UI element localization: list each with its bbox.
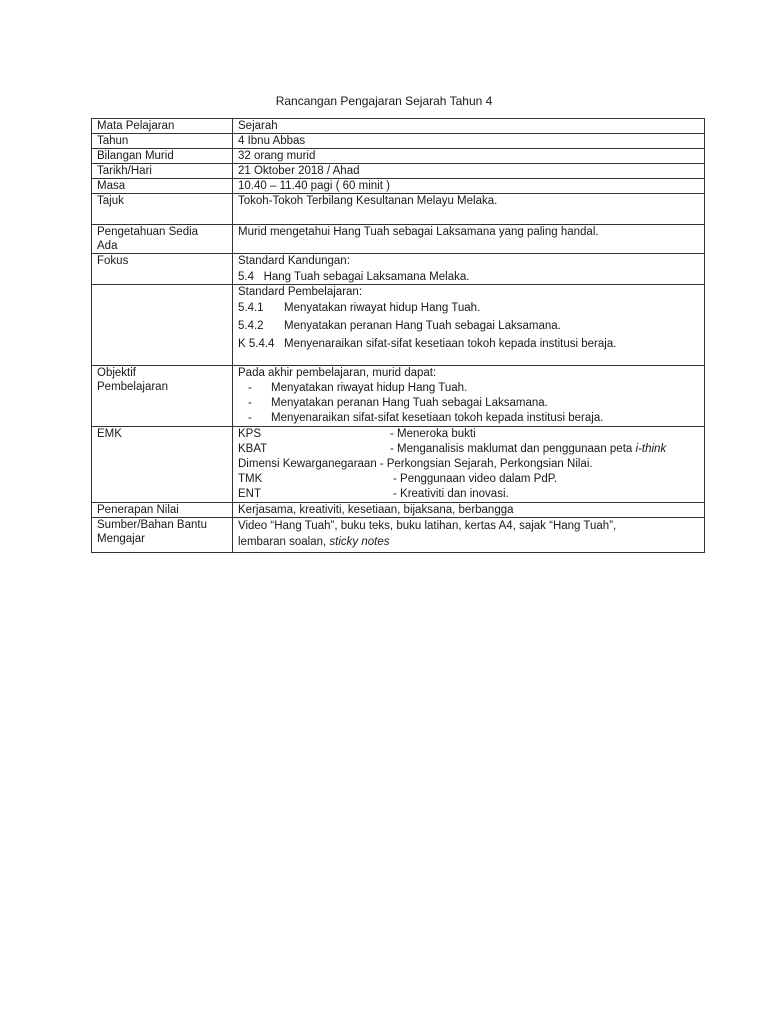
value-sumber [233,518,705,553]
row-tahun [92,134,705,149]
standard-item-number: 5.4.2 [238,320,264,332]
lesson-plan-table [91,118,705,553]
row-tajuk [92,194,705,225]
row-fokus-kandungan [92,254,705,285]
objektif-item: - Menyenaraikan sifat-sifat kesetiaan tokoh kepada institusi beraja. [238,411,699,426]
emk-key: Dimensi Kewarganegaraan [238,458,377,470]
label-pengetahuan-line1: Pengetahuan Sedia [97,226,199,238]
row-sumber [92,518,705,553]
emk-value: - Penggunaan video dalam PdP. [393,473,558,485]
standard-item [238,299,699,317]
row-masa [92,179,705,194]
label-mata-pelajaran: Mata Pelajaran [92,119,233,134]
label-tarikh-hari: Tarikh/Hari [92,164,233,179]
standard-item-text: Menyenaraikan sifat-sifat kesetiaan tokoh kepada institusi beraja. [284,338,617,350]
label-masa: Masa [92,179,233,194]
row-pengetahuan [92,225,705,254]
label-tahun: Tahun [92,134,233,149]
row-emk [92,427,705,503]
value-masa: 10.40 – 11.40 pagi ( 60 minit ) [233,179,705,194]
emk-key: TMK [238,473,263,485]
label-emk: EMK [92,427,233,503]
document-title: Rancangan Pengajaran Sejarah Tahun 4 [275,94,493,108]
standard-item-number: K 5.4.4 [238,338,275,350]
emk-row [238,472,699,487]
label-objektif-line1: Objektif [97,367,136,379]
objektif-list [238,381,699,426]
emk-key: KBAT [238,443,268,455]
label-bilangan-murid: Bilangan Murid [92,149,233,164]
standard-item-number: 5.4.1 [238,302,264,314]
emk-value-text: - Menganalisis maklumat dan penggunaan peta [390,443,636,455]
emk-key: ENT [238,488,261,500]
value-objektif [233,366,705,427]
label-sumber-line1: Sumber/Bahan Bantu [97,519,207,531]
label-nilai: Penerapan Nilai [92,503,233,518]
value-nilai: Kerjasama, kreativiti, kesetiaan, bijaksana, berbangga [233,503,705,518]
label-tajuk: Tajuk [92,194,233,225]
label-pengetahuan [92,225,233,254]
value-fokus-pembelajaran [233,285,705,366]
standard-item-text: Menyatakan riwayat hidup Hang Tuah. [284,302,481,314]
row-fokus-pembelajaran [92,285,705,366]
objektif-item: - Menyatakan riwayat hidup Hang Tuah. [238,381,699,396]
row-tarikh-hari [92,164,705,179]
label-fokus-empty [92,285,233,366]
label-fokus: Fokus [92,254,233,285]
standard-item [238,317,699,335]
value-emk [233,427,705,503]
label-objektif-line2: Pembelajaran [97,381,168,393]
standard-kandungan-heading: Standard Kandungan: [238,255,350,267]
value-fokus-kandungan [233,254,705,285]
row-bilangan-murid [92,149,705,164]
label-objektif [92,366,233,427]
value-bilangan-murid: 32 orang murid [233,149,705,164]
sumber-line1: Video “Hang Tuah”, buku teks, buku latihan, kertas A4, sajak “Hang Tuah”, [238,520,617,532]
sumber-line2-text: lembaran soalan, [238,536,330,548]
emk-row [238,457,699,472]
standard-item [238,335,699,353]
value-tajuk: Tokoh-Tokoh Terbilang Kesultanan Melayu Melaka. [233,194,705,225]
emk-value: - Meneroka bukti [390,428,476,440]
value-pengetahuan: Murid mengetahui Hang Tuah sebagai Laksamana yang paling handal. [233,225,705,254]
emk-row [238,487,699,502]
sumber-line2 [238,534,699,550]
label-pengetahuan-line2: Ada [97,240,118,252]
label-sumber-line2: Mengajar [97,533,145,545]
label-sumber [92,518,233,553]
emk-value-italic: i-think [635,443,667,455]
value-mata-pelajaran: Sejarah [233,119,705,134]
standard-kandungan-item: 5.4 Hang Tuah sebagai Laksamana Melaka. [238,271,470,283]
value-tarikh-hari: 21 Oktober 2018 / Ahad [233,164,705,179]
row-nilai [92,503,705,518]
emk-row [238,427,699,442]
objektif-item: - Menyatakan peranan Hang Tuah sebagai Laksamana. [238,396,699,411]
standard-item-text: Menyatakan peranan Hang Tuah sebagai Laksamana. [284,320,561,332]
row-mata-pelajaran [92,119,705,134]
standard-pembelajaran-heading: Standard Pembelajaran: [238,286,363,298]
emk-value [390,442,666,457]
emk-key: KPS [238,428,262,440]
value-tahun: 4 Ibnu Abbas [233,134,705,149]
objektif-intro: Pada akhir pembelajaran, murid dapat: [238,367,437,379]
emk-value: - Perkongsian Sejarah, Perkongsian Nilai. [379,458,593,470]
emk-row [238,442,699,457]
sumber-line2-italic: sticky notes [329,536,390,548]
row-objektif [92,366,705,427]
emk-value: - Kreativiti dan inovasi. [393,488,509,500]
